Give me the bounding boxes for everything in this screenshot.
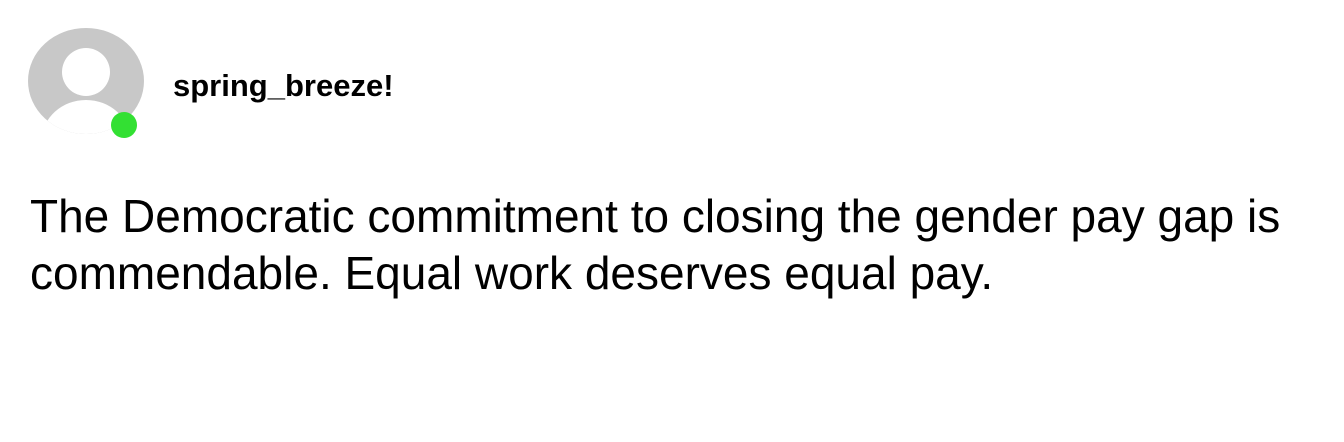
username[interactable]: spring_breeze! (173, 68, 394, 103)
avatar[interactable] (28, 28, 146, 140)
post-text: The Democratic commitment to closing the gender pay gap is commendable. Equal work deserves equal pay. (30, 190, 1281, 299)
online-status-icon (111, 112, 137, 138)
